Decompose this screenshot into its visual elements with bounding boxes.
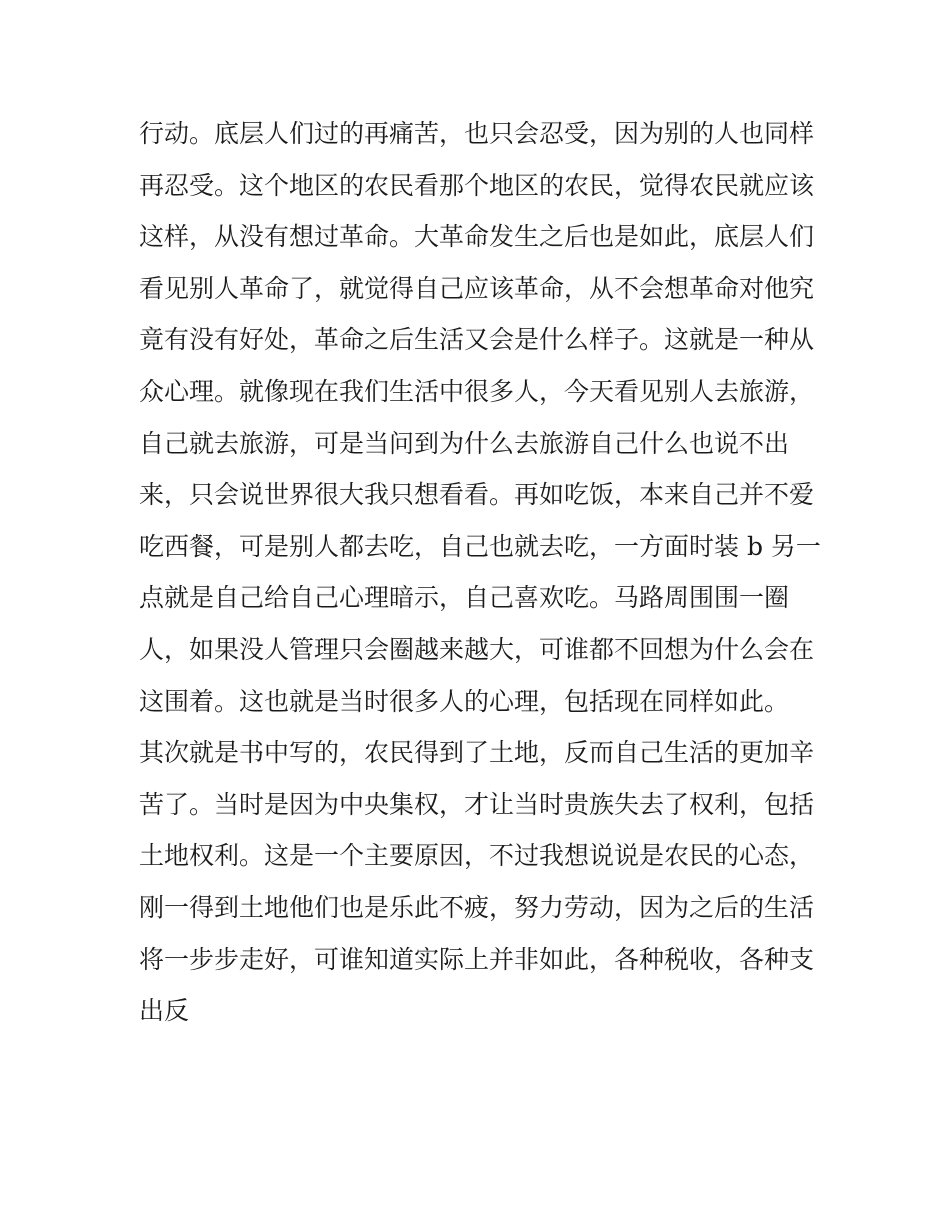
text-line-9: 吃西餐，可是别人都去吃，自己也就去吃，一方面时装 b 另一 xyxy=(139,531,821,561)
text-line-15: 土地权利。这是一个主要原因，不过我想说说是农民的心态， xyxy=(139,841,815,871)
text-line-1: 行动。底层人们过的再痛苦，也只会忍受，因为别的人也同样 xyxy=(139,119,815,148)
text-line-7: 自己就去旅游，可是当问到为什么去旅游自己什么也说不出 xyxy=(139,428,790,458)
text-line-6: 众心理。就像现在我们生活中很多人，今天看见别人去旅游， xyxy=(139,376,815,406)
text-line-17: 将一步步走好，可谁知道实际上并非如此，各种税收，各种支 xyxy=(139,944,815,974)
text-line-18: 出反 xyxy=(139,996,190,1026)
text-line-5: 竟有没有好处，革命之后生活又会是什么样子。这就是一种从 xyxy=(139,325,815,355)
text-line-12: 这围着。这也就是当时很多人的心理，包括现在同样如此。 xyxy=(139,686,790,716)
text-line-3: 这样，从没有想过革命。大革命发生之后也是如此，底层人们 xyxy=(139,222,815,252)
text-line-16: 刚一得到土地他们也是乐此不疲，努力劳动，因为之后的生活 xyxy=(139,892,815,922)
text-line-10: 点就是自己给自己心理暗示，自己喜欢吃。马路周围围一圈 xyxy=(139,583,790,613)
text-line-11: 人，如果没人管理只会圈越来越大，可谁都不回想为什么会在 xyxy=(139,634,815,664)
text-line-14: 苦了。当时是因为中央集权，才让当时贵族失去了权利，包括 xyxy=(139,789,815,819)
body-text xyxy=(139,108,819,1037)
text-line-8: 来，只会说世界很大我只想看看。再如吃饭，本来自己并不爱 xyxy=(139,480,815,510)
text-line-13: 其次就是书中写的，农民得到了土地，反而自己生活的更加辛 xyxy=(139,738,815,768)
text-line-4: 看见别人革命了，就觉得自己应该革命，从不会想革命对他究 xyxy=(139,273,815,303)
text-line-2: 再忍受。这个地区的农民看那个地区的农民，觉得农民就应该 xyxy=(139,170,815,200)
